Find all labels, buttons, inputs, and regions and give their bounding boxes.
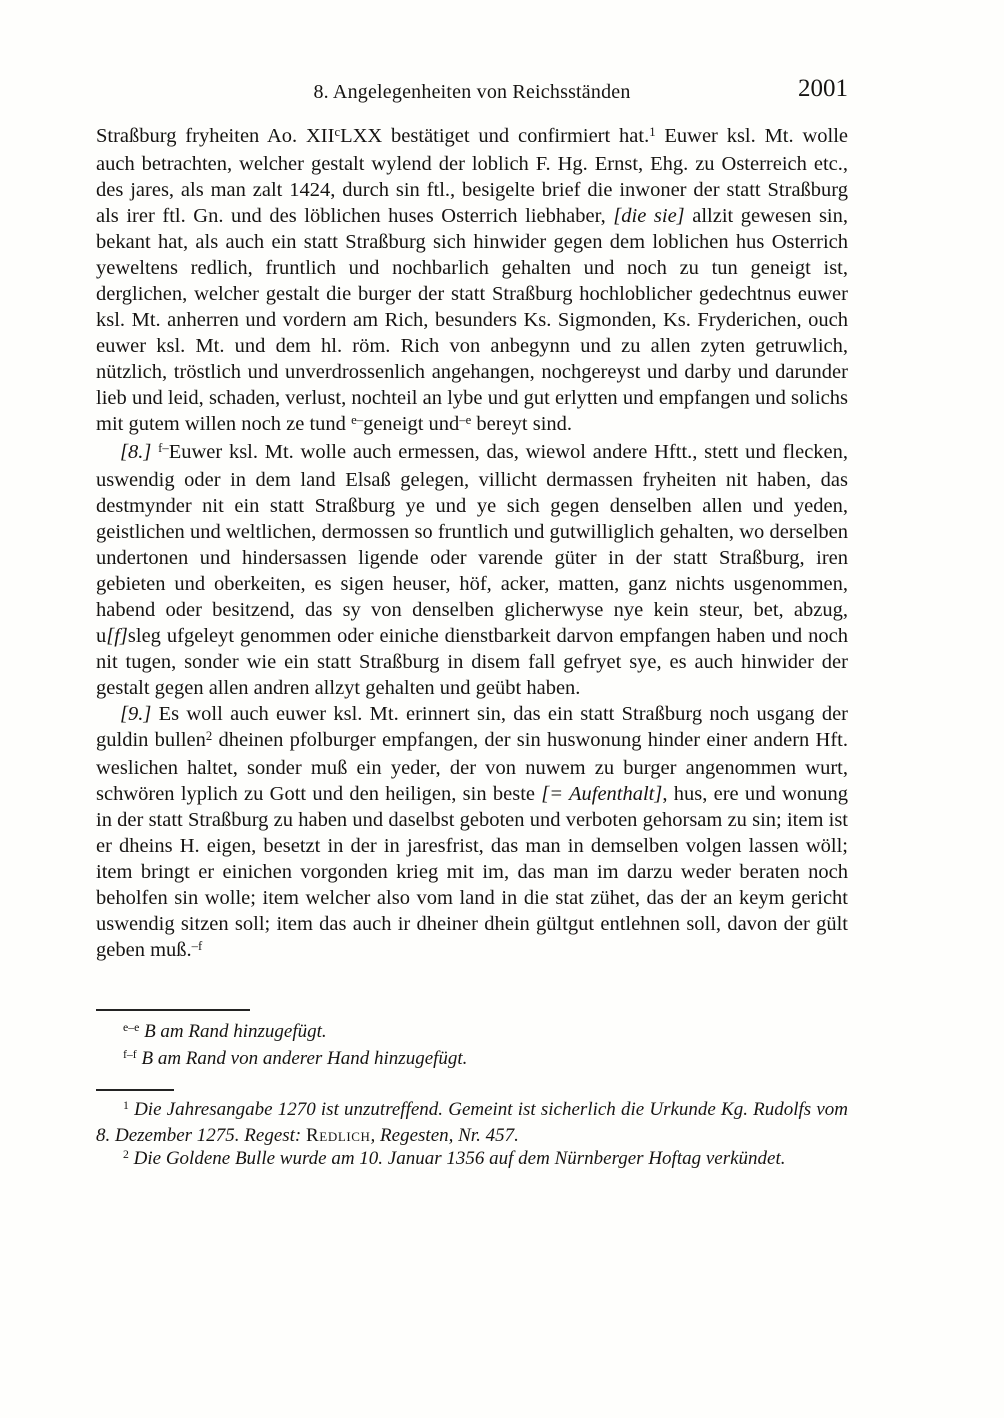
superscript-mark: f–f xyxy=(123,1048,137,1062)
text-run: dheinen pfolburger empfangen, der sin huswonung hinder einer andern Hft. weslichen haltet, sonder muß ein yeder, der von nuwem zu burger angenommen wurt, schwören lyplich zu Gott und den heiligen, sin beste xyxy=(96,729,848,805)
apparatus-separator-rule xyxy=(96,1009,250,1011)
superscript-mark: 1 xyxy=(649,124,656,139)
footnote-1 xyxy=(96,1098,848,1147)
superscript-mark: 1 xyxy=(123,1099,129,1113)
text-run: LXX bestätiget und confirmiert hat. xyxy=(340,125,650,147)
apparatus-note-f xyxy=(96,1046,848,1073)
italic-text: , Regesten, Nr. 457. xyxy=(370,1124,519,1146)
text-run: Euwer ksl. Mt. wolle auch betrachten, welcher gestalt wylend der loblich F. Hg. Ernst, Ehg. zu Osterreich etc., des jares, als man zalt 1424, durch sin ftl., besigelte brief die inwoner der statt Straßburg als irer ftl. Gn. und des löblichen huses Osterrich liebhaber, xyxy=(96,125,848,227)
text-run: Euwer ksl. Mt. wolle auch ermessen, das, wiewol andere Hftt., stett und flecken, uswendig oder in dem land Elsaß gelegen, villicht dermassen fryheiten nit haben, das destmynder nit ein statt Straßburg ye und ye sich gegen denselben allen und yeden, geistlichen und weltlichen, dermossen so fruntlich und gutwilliglich gehalten, wo derselben undertonen und hindersassen ligende oder varende güter in der statt Straßburg, iren gebieten und oberkeiten, es sigen heuser, höf, acker, matten, ganz nichts usgenommen, habend oder besitzend, das sy von denselben glicherwyse nye kein steur, bet, abzug, u xyxy=(96,441,849,647)
italic-text: B am Rand hinzugefügt. xyxy=(139,1021,327,1042)
text-run: sleg ufgeleyt genommen oder einiche dienstbarkeit darvon empfangen haben und noch nit tugen, sonder wie ein statt Straßburg in disem fall gefryet sye, es auch hinwider der gestalt gegen allen andren allzyt gehalten und geübt haben. xyxy=(96,625,848,699)
page-number: 2001 xyxy=(798,75,848,102)
footnotes-section xyxy=(96,1089,848,1173)
body-text xyxy=(96,123,848,965)
body-paragraph-8 xyxy=(96,439,848,701)
text-run: Es woll auch euwer ksl. Mt. erinnert sin, das ein statt Straßburg noch usgang der guldin bullen xyxy=(96,703,848,751)
superscript-mark: 2 xyxy=(205,728,213,743)
running-head xyxy=(96,75,848,110)
footnote-separator-rule xyxy=(96,1089,174,1091)
italic-text: [9.] xyxy=(120,703,152,725)
text-run: Straßburg fryheiten Ao. XII xyxy=(96,125,335,147)
superscript-mark: f– xyxy=(158,440,169,455)
superscript-mark: e– xyxy=(351,412,364,427)
italic-text: Die Jahresangabe 1270 ist unzutreffend. Gemeint ist sicherlich die Urkunde Kg. Rudolfs vom 8. Dezember 1275. Regest: xyxy=(96,1099,848,1146)
italic-text: [8.] xyxy=(120,441,152,463)
superscript-mark: e–e xyxy=(123,1021,140,1035)
italic-text: Die Goldene Bulle wurde am 10. Januar 1356 auf dem Nürnberger Hoftag verkündet. xyxy=(128,1148,786,1169)
apparatus-note-e xyxy=(96,1019,848,1046)
text-run: bereyt sind. xyxy=(471,413,573,435)
text-run: geneigt und xyxy=(363,413,460,435)
critical-apparatus xyxy=(96,1009,848,1073)
body-paragraph-9 xyxy=(96,701,848,965)
smallcaps-text: Redlich xyxy=(306,1124,371,1146)
superscript-mark: 2 xyxy=(123,1148,129,1162)
italic-text: [die sie] xyxy=(613,205,685,227)
italic-text: [f] xyxy=(106,625,128,647)
italic-text: [= Aufenthalt] xyxy=(541,783,663,805)
footnote-2 xyxy=(96,1147,848,1173)
superscript-mark: –e xyxy=(459,412,472,427)
superscript-mark: –f xyxy=(191,938,203,953)
superscript-mark: c xyxy=(334,124,341,139)
text-run: allzit gewesen sin, bekant hat, als auch ein statt Straßburg sich hinwider gegen dem loblichen hus Osterrich yeweltens redlich, fruntlich und nochbarlich gehalten und noch zu tun geneigt ist, derglichen, welcher gestalt die burger der statt Straßburg hochloblicher gedechtnus euwer ksl. Mt. anherren und vordern am Rich, besunders Ks. Sigmonden, Ks. Fryderichen, ouch euwer ksl. Mt. und dem hl. röm. Rich von anbegynn und zu allen zyten getruwlich, nützlich, tröstlich und unverdrossenlich angehangen, nochgereyst und darby und darunder lieb und leid, schaden, verlust, nochteil an lybe und gut erlytten und empfangen und solichs mit gutem willen noch ze tund xyxy=(96,205,848,435)
text-run: , hus, ere und wonung in der statt Straßburg zu haben und daselbst geboten und verboten gehorsam zu sin; item ist er dheins H. eigen, besetzt in der in jaresfrist, das man in demselben volgen lassen wöll; item bringt er einichen vorgonden krieg mit im, das man im darzu weder beraten noch beholfen sin wolle; item welcher also vom land in die stat zühet, das der an keym gericht uswendig sitzen soll; item das auch ir dheiner dhein gültgut entlehnen soll, davon der gült geben muß. xyxy=(96,783,848,961)
body-paragraph-continuation xyxy=(96,123,848,439)
italic-text: B am Rand von anderer Hand hinzugefügt. xyxy=(136,1048,468,1069)
section-title: 8. Angelegenheiten von Reichsständen xyxy=(313,81,631,103)
